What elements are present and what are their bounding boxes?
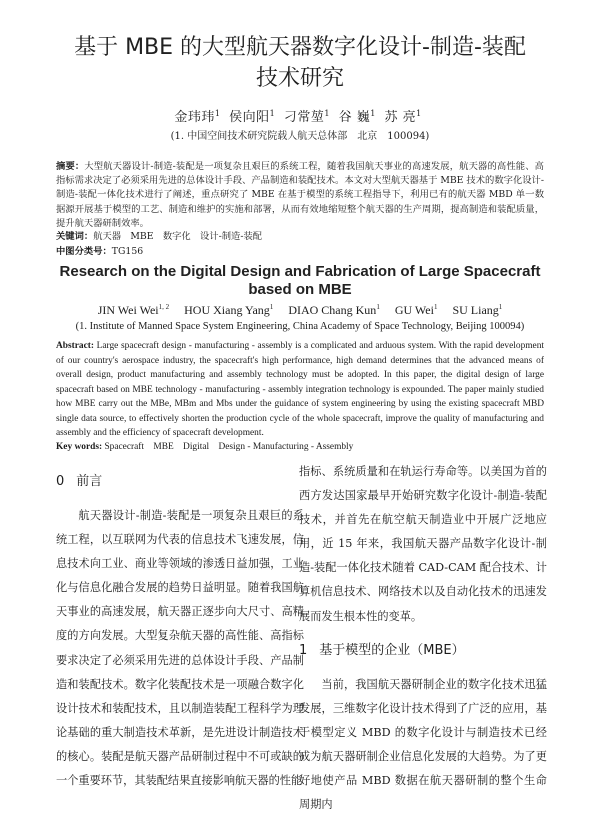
english-author <box>98 303 169 317</box>
chinese-author-list <box>0 106 600 125</box>
keywords-label: 关键词： <box>56 231 94 242</box>
keywords-text: Spacecraft MBE Digital Design - Manufacturing - Assembly <box>104 442 354 452</box>
author-affiliation-mark: 1 <box>269 303 274 311</box>
author-name: DIAO Chang Kun <box>288 303 377 317</box>
author-affiliation-mark: 1 <box>416 108 422 118</box>
section-number: 0 <box>56 474 65 489</box>
section-number: 1 <box>299 642 308 658</box>
author-name: HOU Xiang Yang <box>184 303 270 317</box>
body-right-column <box>299 460 547 817</box>
classification-number <box>56 245 143 259</box>
author-affiliation-mark: 1 <box>370 108 376 118</box>
english-affiliation: (1. Institute of Manned Space System Engineering, China Academy of Space Technology, Beijing 100094) <box>75 321 525 332</box>
author-affiliation-mark: 1 <box>269 108 276 118</box>
body-paragraph: 航天器设计-制造-装配是一项复杂且艰巨的系统工程，以互联网为代表的信息技术飞速发展，信息技术向工业、商业等领域的渗透日益加强，工业化与信息化融合发展的趋势日益明显。随着我国航天事业的高速发展，航天器正逐步向大尺寸、高精度的方向发展。大型复杂航天器的高性能、高指标要求决定了必须采用先进的总体设计手段、产品制造和装配技术。数字化装配技术是一项融合数字化设计技术和装配技术，且以制造装配工程科学为理论基础的重大制造技术革新，是先进设计制造技术的核心。装配是航天器产品研制过程中不可或缺的一个重要环节，其装配结果直接影响航天器的性能 <box>56 509 304 788</box>
author-name: 刁常堃 <box>283 110 325 125</box>
author-affiliation-mark: 1 <box>498 303 503 311</box>
chinese-abstract <box>56 160 544 231</box>
author-name: SU Liang <box>452 303 499 317</box>
section-title: 前言 <box>76 474 103 489</box>
section-heading <box>299 639 547 663</box>
chinese-title-line-2: 技术研究 <box>255 66 344 91</box>
english-author <box>395 303 438 317</box>
english-title-line-1: Research on the Digital Design and Fabrication of Large Spacecraft <box>59 263 541 280</box>
keywords-label: Key words: <box>56 442 103 452</box>
author-name: GU Wei <box>394 303 434 317</box>
author-affiliation-mark: 1 <box>433 303 438 311</box>
author-name: JIN Wei Wei <box>97 303 159 317</box>
author-name: 苏 亮 <box>384 110 417 125</box>
chinese-keywords <box>56 230 544 244</box>
english-title-line-2: based on MBE <box>248 281 352 298</box>
english-author <box>288 303 380 317</box>
english-keywords <box>56 440 544 454</box>
author-name: 金玮玮 <box>174 110 215 125</box>
chinese-title-line-1: 基于 MBE 的大型航天器数字化设计-制造-装配 <box>74 35 526 60</box>
abstract-label: 摘要： <box>56 161 85 172</box>
english-author <box>184 303 273 317</box>
body-paragraph: 当前，我国航天器研制企业的数字化技术迅猛发展，三维数字化设计技术得到了广泛的应用，基于模型定义 MBD 的数字化设计与制造技术已经成为航天器研制企业信息化发展的大趋势。为了更好地使产品 MBD 数据在航天器研制的整个生命周期内 <box>299 677 547 812</box>
section-heading <box>56 470 304 494</box>
author-name: 侯向阳 <box>229 110 270 125</box>
english-author <box>452 303 502 317</box>
body-left-column <box>56 460 304 793</box>
keywords-text: 航天器 MBE 数字化 设计-制造-装配 <box>93 231 263 242</box>
chinese-affiliation: (1. 中国空间技术研究院载人航天总体部 北京 100094) <box>170 131 430 142</box>
body-paragraph: 指标、系统质量和在轨运行寿命等。以美国为首的西方发达国家最早开始研究数字化设计-制造-装配技术，并首先在航空航天制造业中开展广泛地应用，近 15 年来，我国航天器产品数字化设计-制造-装配一体化技术随着 CAD-CAM 配合技术、计算机信息技术、网络技术以及自动化技术的迅速发展而发生根本性的变革。 <box>299 465 547 623</box>
abstract-text: 大型航天器设计-制造-装配是一项复杂且艰巨的系统工程，随着我国航天事业的高速发展，航天器的高性能、高指标需求决定了必须采用先进的总体设计手段、产品制造和装配技术。本文对大型航天器基于 MBE 技术的数字化设计-制造-装配一体化技术进行了阐述，重点研究了 MBE 在基于模型的系统工程指导下，利用已有的航天器 MBD 单一数据源开展基于模型的工艺、制造和维护的实施和部署，从而有效地缩短整个航天器的生产周期，提高制造和装配质量，提升航天器研制效率。 <box>56 161 544 229</box>
abstract-label: Abstract: <box>56 341 95 351</box>
english-author-list <box>0 303 600 318</box>
author-affiliation-mark: 1 <box>324 108 330 118</box>
english-abstract <box>56 339 544 441</box>
classification-label: 中图分类号： <box>56 246 112 257</box>
classification-value: TG156 <box>111 246 144 257</box>
abstract-text: Large spacecraft design - manufacturing - assembly is a complicated and arduous system. With the rapid development of our country's aerospace industry, the spacecraft's high performance, high demand determines that the advanced means of overall design, product manufacturing and assembly technology must be adopted. In this paper, the digital design of large spacecraft based on MBE technology - manufacturing - assembly integration technology is expounded. The paper mainly studied how MBE carry out the MBe, MBm and Mbs under the guidance of system engineering by using the existing spacecraft MBD single data source, to effectively shorten the production cycle of the whole spacecraft, improve the quality of manufacturing and assembly and the efficiency of spacecraft development. <box>56 341 545 438</box>
author-affiliation-mark: 1 <box>214 108 221 118</box>
author-name: 谷 巍 <box>338 110 371 125</box>
author-affiliation-mark: 1, 2 <box>158 303 170 311</box>
section-title: 基于模型的企业（MBE） <box>319 642 465 658</box>
author-affiliation-mark: 1 <box>376 303 380 311</box>
